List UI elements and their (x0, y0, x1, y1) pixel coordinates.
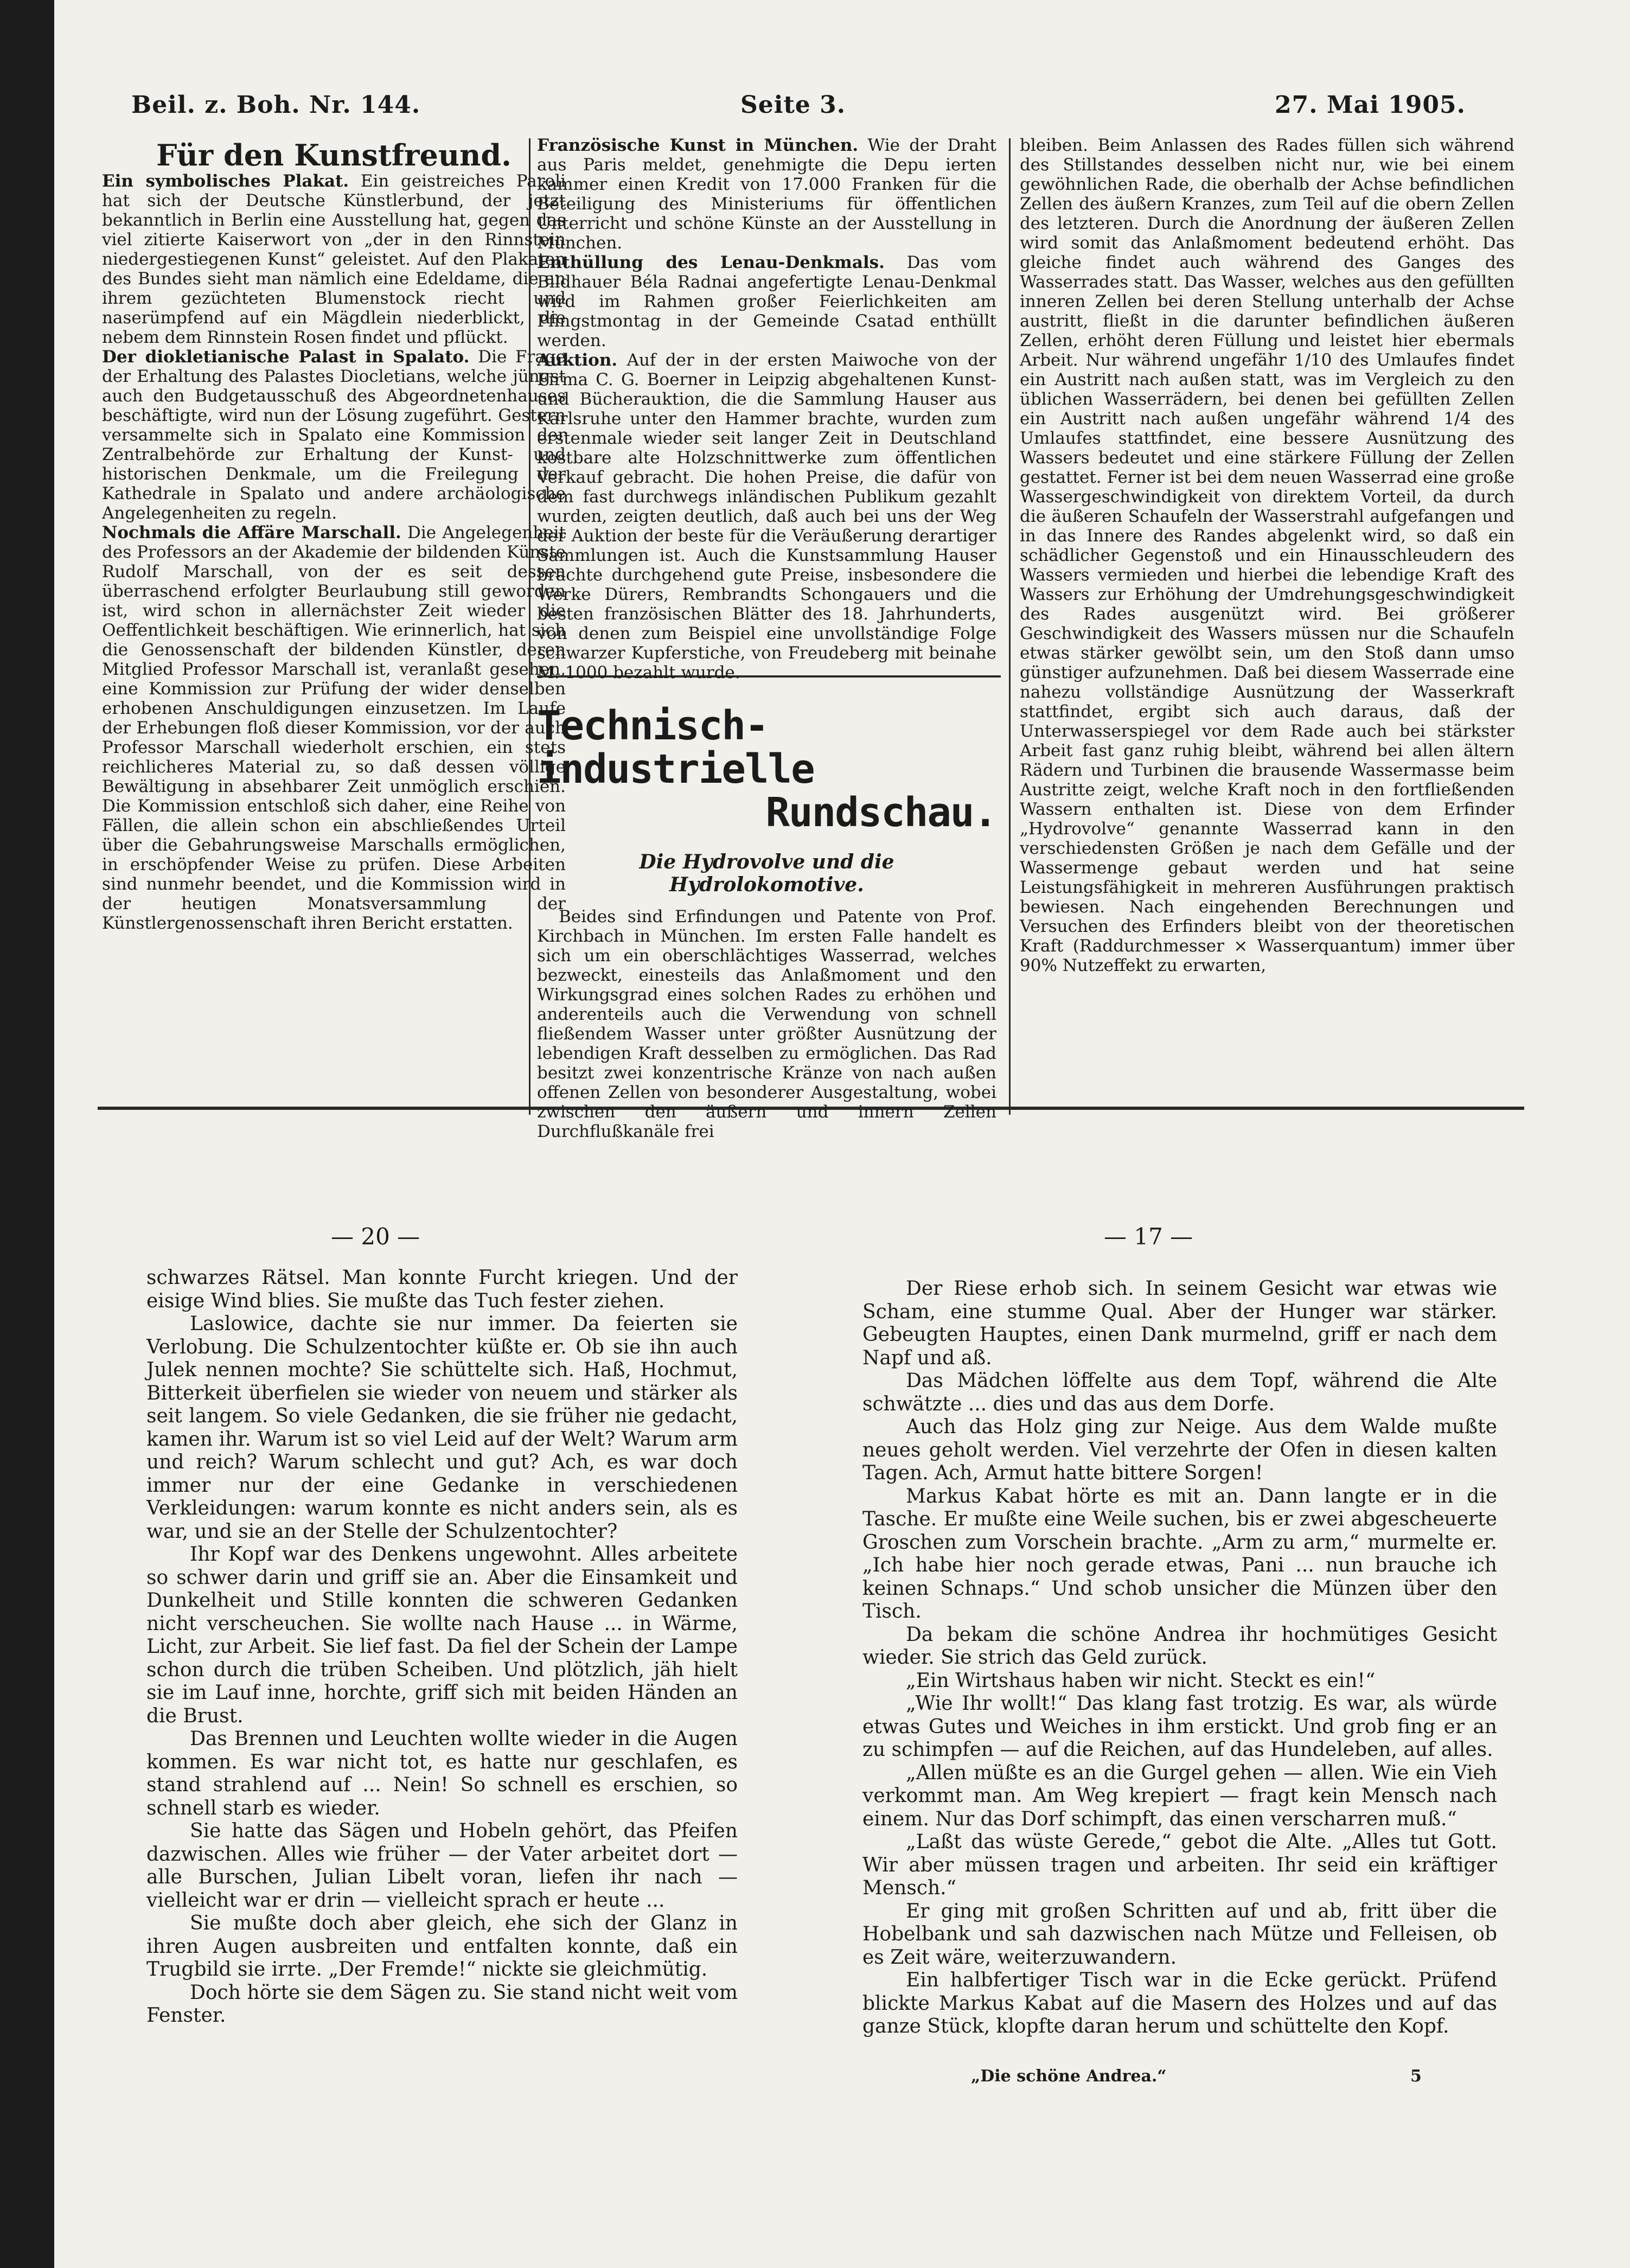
article-heading: Auktion. (537, 350, 618, 370)
novel-paragraph: Markus Kabat hörte es mit an. Dann langte er in die Tasche. Er mußte eine Weile suchen, bis er zwei abgescheuerte Groschen zum Vorschein brachte. „Arm zu arm,“ murmelte er. „Ich habe hier noch gerade etwas, Pani ... nun brauche ich keinen Schnaps.“ Und schob unsicher die Münzen über den Tisch. (862, 1485, 1497, 1622)
article-text: Das vom Bildhauer Béla Radnai angefertigte Lenau-Denkmal wird im Rahmen großer Feierlichkeiten am Pfingstmontag in der Gemeinde Csatad enthüllt werden. (537, 253, 997, 350)
novel-page-number-right: — 17 — (1104, 1223, 1193, 1250)
tech-title-line-2: Rundschau. (765, 789, 996, 836)
novel-text-left (146, 1267, 738, 2028)
article-heading: Ein symbolisches Plakat. (102, 171, 349, 191)
novel-paragraph: „Allen müßte es an die Gurgel gehen — allen. Wie ein Vieh verkommt man. Am Weg krepiert — fragt kein Mensch nach einem. Nur das Dorf schimpft, das einen verscharren muß.“ (862, 1761, 1497, 1830)
section-heading: Für den Kunstfreund. (156, 138, 512, 173)
novel-paragraph: „Wie Ihr wollt!“ Das klang fast trotzig. Es war, als würde etwas Gutes und Weiches in ihm erstickt. Und grob fing er an zu schimpfen — auf die Reichen, auf das Hundeleben, auf alles. (862, 1692, 1497, 1761)
novel-paragraph: „Laßt das wüste Gerede,“ gebot die Alte. „Alles tut Gott. Wir aber müssen tragen und arbeiten. Ihr seid ein kräftiger Mensch.“ (862, 1831, 1497, 1899)
column-middle (537, 136, 996, 1141)
header-date: 27. Mai 1905. (1275, 91, 1466, 119)
novel-paragraph: Ein halbfertiger Tisch war in die Ecke gerückt. Prüfend blickte Markus Kabat auf die Masern des Holzes und auf das ganze Stück, klopfte daran herum und schüttelte den Kopf. (862, 1969, 1497, 2037)
novel-paragraph: schwarzes Rätsel. Man konnte Furcht kriegen. Und der eisige Wind blies. Sie mußte das Tuch fester ziehen. (146, 1267, 738, 1312)
article-symbolic-poster (102, 171, 566, 347)
article-heading: Enthüllung des Lenau-Denkmals. (537, 253, 885, 272)
article-spalato (102, 347, 566, 523)
article-text: Ein geistreiches Paroli hat sich der Deutsche Künstlerbund, der jetzt bekanntlich in Berlin eine Ausstellung hat, gegen das viel zitierte Kaiserwort von „der in den Rinnstein niedergestiegenen Kunst“ geleistet. Auf den Plakaten des Bundes sieht man nämlich eine Edeldame, die an ihrem gezüchteten Blumenstock riecht und naserümpfend auf ein Mägdlein niederblickt, die nebem dem Rinnstein Rosen findet und pflückt. (102, 171, 566, 347)
novel-paragraph: Er ging mit großen Schritten auf und ab, fritt über die Hobelbank und sah dazwischen nach Mütze und Felleisen, ob es Zeit wäre, weiterzuwandern. (862, 1900, 1497, 1969)
article-text: Die Angelegenheit des Professors an der Akademie der bildenden Künste Rudolf Marschall, von der es seit dessen überraschend erfolgter Beurlaubung still geworden ist, wird schon in allernächster Zeit wieder die Oeffentlichkeit beschäftigen. Wie erinnerlich, hat sich die Genossenschaft der bildenden Künstler, deren Mitglied Professor Marschall ist, veranlaßt gesehen, eine Kommission zur Prüfung der wider denselben erhobenen Anschuldigungen einzusetzen. Im Laufe der Erhebungen floß dieser Kommission, vor der auch Professor Marschall wiederholt erschien, ein stets reichlicheres Material zu, so daß dessen völlige Bewältigung in absehbarer Zeit unmöglich erschien. Die Kommission entschloß sich daher, eine Reihe von Fällen, die allein schon ein abschließendes Urteil über die Gebahrungsweise Marschalls ermöglichen, in erschöpfender Weise zu prüfen. Diese Arbeiten sind nunmehr beendet, und die Kommission wird in der heutigen Monatsversammlung der Künstlergenossenschaft ihren Bericht erstatten. (102, 523, 566, 933)
article-marschall (102, 523, 566, 933)
novel-paragraph: Ihr Kopf war des Denkens ungewohnt. Alles arbeitete so schwer darin und griff sie an. Aber die Einsamkeit und Dunkelheit und Stille konnten die schweren Gedanken nicht verscheuchen. Sie wollte nach Hause ... in Wärme, Licht, zur Arbeit. Sie lief fast. Da fiel der Schein der Lampe schon durch die trüben Scheiben. Und plötzlich, jäh hielt sie im Lauf inne, horchte, griff sich mit beiden Händen an die Brust. (146, 1543, 738, 1727)
article-heading: Nochmals die Affäre Marschall. (102, 523, 401, 542)
signature-number: 5 (1410, 2067, 1422, 2086)
novel-page-number-left: — 20 — (331, 1223, 420, 1250)
article-hydrovolve-continued: bleiben. Beim Anlassen des Rades füllen sich während des Stillstandes desselben nicht nur, wie bei einem gewöhnlichen Rade, die oberhalb der Achse befindlichen Zellen des äußern Kranzes, zum Teil auf die obern Zellen des letzteren. Durch die Anordnung der äußeren Zellen wird somit das Anlaßmoment bedeutend erhöht. Das gleiche findet auch während des Ganges des Wasserrades statt. Das Wasser, welches aus den gefüllten inneren Zellen bei deren Stellung unterhalb der Achse austritt, fließt in die darunter befindlichen äußeren Zellen, erhöht deren Füllung und leistet hier ebermals Arbeit. Nur während ungefähr 1/10 des Umlaufes findet ein Austritt nach außen statt, was im Vergleich zu den üblichen Wasserrädern, bei denen bei gefüllten Zellen ein Austritt nach außen ungefähr während 1/4 des Umlaufes stattfindet, eine bessere Ausnützung des Wassers bedeutet und eine stärkere Füllung der Zellen gestattet. Ferner ist bei dem neuen Wasserrad eine große Wassergeschwindigkeit von direktem Vorteil, da durch die äußeren Schaufeln der Wasserstrahl aufgefangen und in das Innere des Randes abgelenkt wird, so daß ein schädlicher Gegenstoß und ein Hinausschleudern des Wassers vermieden und hierbei die lebendige Kraft des Wassers zur Erhöhung der Umdrehungsgeschwindigkeit des Rades ausgenützt wird. Bei größerer Geschwindigkeit des Wassers müssen nur die Schaufeln etwas stärker gewölbt sein, um den Stoß dann umso günstiger aufzunehmen. Daß bei diesem Wasserrade eine nahezu vollständige Ausnützung der Wasserkraft stattfindet, ergibt sich auch daraus, daß der Unterwasserspiegel vor dem Rade auch bei stärkster Arbeit fast ganz ruhig bleibt, während bei allen ältern Rädern und Turbinen die brausende Wassermasse beim Austritte zeigt, welche Kraft noch in den fortfließenden Wassern enthalten ist. Diese von dem Erfinder „Hydrovolve“ genannte Wasserrad kann in den verschiedensten Größen je nach dem Gefälle und der Wassermenge gebaut werden und hat seine Leistungsfähigkeit in mehreren Ausführungen praktisch bewiesen. Nach eingehenden Berechnungen und Versuchen des Erfinders bleibt von der theoretischen Kraft (Raddurchmesser × Wasserquantum) immer über 90% Nutzeffekt zu erwarten, (1020, 136, 1514, 975)
article-text: Die Frage der Erhaltung des Palastes Diocletians, welche jüngst auch den Budgetausschuß des Abgeordnetenhauses beschäftigte, wird nun der Lösung zugeführt. Gestern versammelte sich in Spalato eine Kommission der Zentralbehörde zur Erhaltung der Kunst- und historischen Denkmale, um die Freilegung der Kathedrale in Spalato und andere archäologische Angelegenheiten zu regeln. (102, 347, 566, 523)
article-lenau (537, 253, 996, 350)
tech-article-heading: Die Hydrovolve und die Hydrolokomotive. (639, 851, 894, 896)
tech-title-line-1: Technisch-industrielle (537, 702, 814, 793)
scan-edge (0, 0, 54, 2268)
column-kunstfreund (102, 136, 566, 933)
novel-title-footnote: „Die schöne Andrea.“ (971, 2067, 1167, 2086)
article-hydrovolve: Beides sind Erfindungen und Patente von Prof. Kirchbach in München. Im ersten Falle handelt es sich um ein oberschlächtiges Wasserrad, welches bezweckt, einesteils das Anlaßmoment und den Wirkungsgrad eines solchen Rades zu erhöhen und anderenteils auch die Verwendung von schnell fließendem Wasser unter größter Ausnützung der lebendigen Kraft desselben zu ermöglichen. Das Rad besitzt zwei konzentrische Kränze von nach außen offenen Zellen von besonderer Ausgestaltung, wobei zwischen den äußern und innern Zellen Durchflußkanäle frei (537, 907, 996, 1141)
article-text: Auf der in der ersten Maiwoche von der Firma C. G. Boerner in Leipzig abgehaltenen Kunst- und Bücherauktion, die die Sammlung Hauser aus Karlsruhe unter den Hammer brachte, wurden zum erstenmale wieder seit langer Zeit in Deutschland kostbare alte Holzschnittwerke zum öffentlichen Verkauf gebracht. Die hohen Preise, die dafür von dem fast durchwegs inländischen Publikum gezahlt wurden, zeigten deutlich, daß auch bei uns der Weg der Auktion der beste für die Veräußerung derartiger Sammlungen ist. Auch die Kunstsammlung Hauser brachte durchgehend gute Preise, insbesondere die Werke Dürers, Rembrandts Schongauers und die besten französischen Blätter des 18. Jahrhunderts, von denen zum Beispiel eine unvollständige Folge schwarzer Kupferstiche, von Freudeberg mit beinahe M. 1000 bezahlt wurde. (537, 350, 996, 682)
article-auction (537, 350, 996, 682)
novel-paragraph: Doch hörte sie dem Sägen zu. Sie stand nicht weit vom Fenster. (146, 1981, 738, 2027)
article-french-art (537, 136, 996, 253)
newspaper-page (54, 0, 1630, 2268)
novel-paragraph: „Ein Wirtshaus haben wir nicht. Steckt es ein!“ (906, 1669, 1376, 1692)
novel-paragraph: Da bekam die schöne Andrea ihr hochmütiges Gesicht wieder. Sie strich das Geld zurück. (862, 1623, 1497, 1669)
novel-paragraph: Laslowice, dachte sie nur immer. Da feierten sie Verlobung. Die Schulzentochter küßte er. Ob sie ihn auch Julek nennen mochte? Sie schüttelte sich. Haß, Hochmut, Bitterkeit überfielen sie wieder von neuem und stärker als seit langem. So viele Gedanken, die sie früher nie gedacht, kamen ihr. Warum ist so viel Leid auf der Welt? Warum arm und reich? Warum schlecht und gut? Ach, es war doch immer nur der eine Gedanke in verschiedenen Verkleidungen: warum konnte es nicht anders sein, als es war, und sie an der Stelle der Schulzentochter? (146, 1313, 738, 1543)
novel-paragraph: Das Mädchen löffelte aus dem Topf, während die Alte schwätzte ... dies und das aus dem Dorfe. (862, 1370, 1497, 1415)
article-text: Wie der Draht aus Paris meldet, genehmigte die Depu ierten kammer einen Kredit von 17.000 Franken für die Beteiligung des Ministeriums für öffentlichen Unterricht und schöne Künste an der Ausstellung in München. (537, 136, 997, 253)
article-heading: Französische Kunst in München. (537, 136, 859, 155)
tech-section-title (537, 704, 996, 834)
column-rule-2 (1009, 138, 1011, 1115)
header-issue: Beil. z. Boh. Nr. 144. (131, 91, 421, 119)
article-heading: Der diokletianische Palast in Spalato. (102, 347, 470, 367)
novel-paragraph: Auch das Holz ging zur Neige. Aus dem Walde mußte neues geholt werden. Viel verzehrte der Ofen in diesen kalten Tagen. Ach, Armut hatte bittere Sorgen! (862, 1416, 1497, 1484)
novel-paragraph: Sie mußte doch aber gleich, ehe sich der Glanz in ihren Augen ausbreiten und entfalten konnte, daß ein Trugbild sie irrte. „Der Fremde!“ nickte sie gleichmütig. (146, 1912, 738, 1980)
novel-text-right (862, 1277, 1497, 2039)
column-right (1020, 136, 1514, 975)
novel-paragraph: Der Riese erhob sich. In seinem Gesicht war etwas wie Scham, eine stumme Qual. Aber der Hunger war stärker. Gebeugten Hauptes, einen Dank murmelnd, griff er nach dem Napf und aß. (862, 1277, 1497, 1369)
novel-paragraph: Sie hatte das Sägen und Hobeln gehört, das Pfeifen dazwischen. Alles wie früher — der Vater arbeitet dort — alle Burschen, Julian Libelt voran, liefen ihr nach — vielleicht war er drin — vielleicht sprach er heute ... (146, 1820, 738, 1912)
novel-paragraph: Das Brennen und Leuchten wollte wieder in die Augen kommen. Es war nicht tot, es hatte nur geschlafen, es stand strahlend auf ... Nein! So schnell es erschien, so schnell starb es wieder. (146, 1728, 738, 1819)
header-page: Seite 3. (740, 91, 846, 119)
